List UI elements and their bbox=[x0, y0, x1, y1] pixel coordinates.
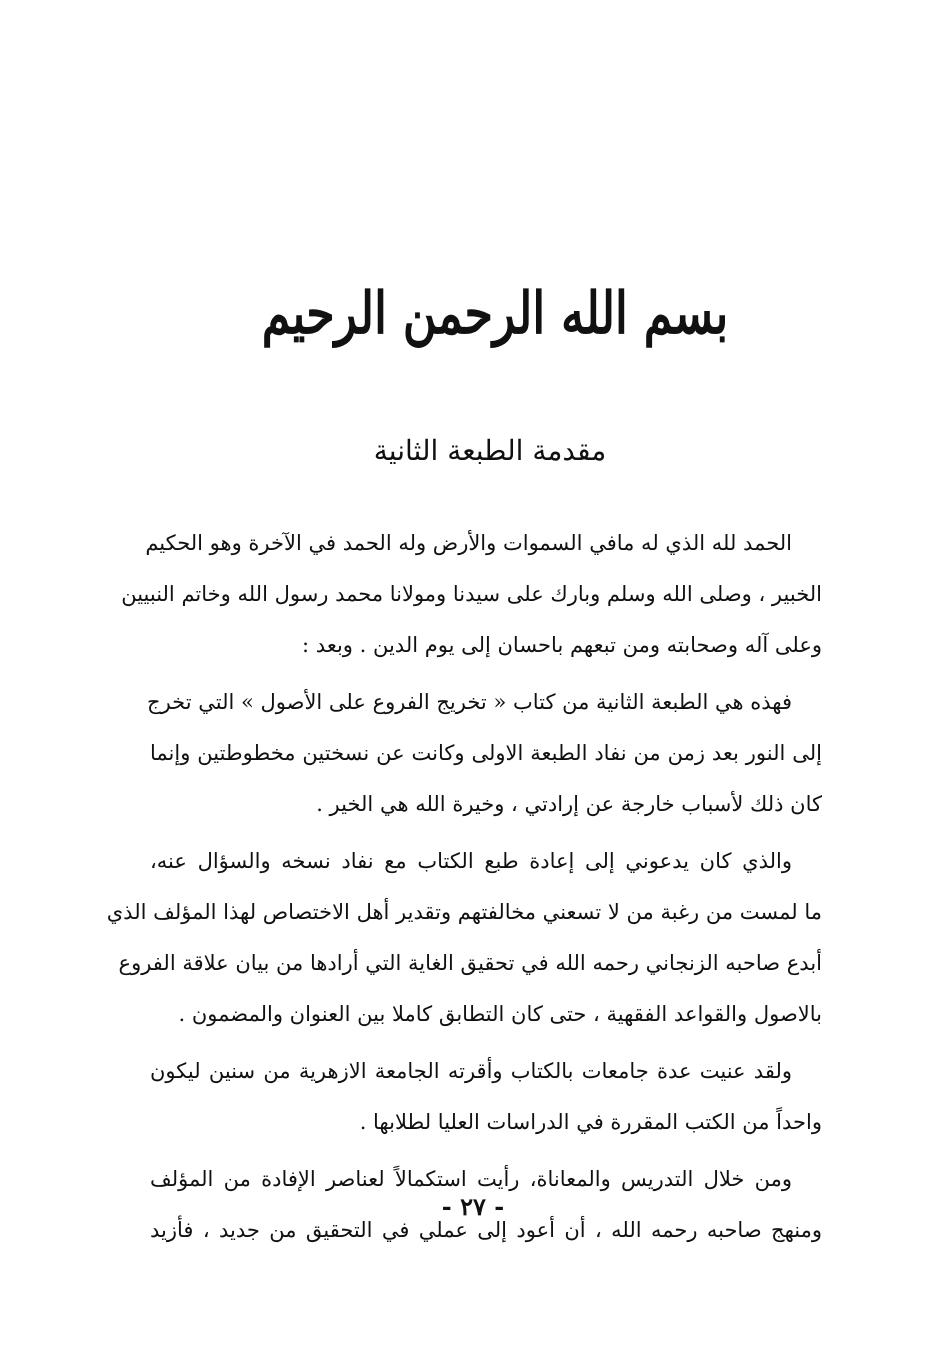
text-line: والذي كان يدعوني إلى إعادة طبع الكتاب مع نفاد نسخه والسؤال عنه، bbox=[150, 849, 792, 873]
basmala-text: بسم الله الرحمن الرحيم bbox=[261, 279, 729, 347]
text-line: وعلى آله وصحابته ومن تبعهم باحسان إلى يوم الدين . وبعد : bbox=[302, 633, 822, 657]
body-text bbox=[106, 518, 822, 1262]
section-heading: مقدمة الطبعة الثانية bbox=[373, 434, 607, 467]
text-line: الحمد لله الذي له مافي السموات والأرض وله الحمد في الآخرة وهو الحكيم bbox=[145, 531, 792, 555]
basmala-calligraphy bbox=[261, 248, 729, 378]
text-line: ومنهج صاحبه رحمه الله ، أن أعود إلى عملي في التحقيق من جديد ، فأزيد bbox=[150, 1218, 822, 1242]
paragraph bbox=[121, 518, 822, 671]
paragraph bbox=[106, 836, 822, 1040]
text-line: كان ذلك لأسباب خارجة عن إرادتي ، وخيرة الله هي الخير . bbox=[316, 792, 822, 816]
text-line: فهذه هي الطبعة الثانية من كتاب « تخريج الفروع على الأصول » التي تخرج bbox=[147, 690, 792, 714]
text-line: بالاصول والقواعد الفقهية ، حتى كان التطابق كاملا بين العنوان والمضمون . bbox=[178, 1002, 822, 1026]
paragraph bbox=[150, 1046, 822, 1148]
text-line: ولقد عنيت عدة جامعات بالكتاب وأقرته الجامعة الازهرية من سنين ليكون bbox=[150, 1059, 792, 1083]
page-number: - ٢٧ - bbox=[441, 1192, 505, 1221]
paragraph bbox=[147, 677, 822, 830]
text-line: ومن خلال التدريس والمعاناة، رأيت استكمالاً لعناصر الإفادة من المؤلف bbox=[150, 1167, 792, 1191]
text-line: إلى النور بعد زمن من نفاد الطبعة الاولى وكانت عن نسختين مخطوطتين وإنما bbox=[150, 741, 822, 765]
text-line: واحداً من الكتب المقررة في الدراسات العليا لطلابها . bbox=[359, 1110, 822, 1134]
text-line: أبدع صاحبه الزنجاني رحمه الله في تحقيق الغاية التي أرادها من بيان علاقة الفروع bbox=[118, 951, 822, 975]
text-line: ما لمست من رغبة من لا تسعني مخالفتهم وتقدير أهل الاختصاص لهذا المؤلف الذي bbox=[106, 900, 822, 924]
text-line: الخبير ، وصلى الله وسلم وبارك على سيدنا ومولانا محمد رسول الله وخاتم النبيين bbox=[121, 582, 822, 606]
